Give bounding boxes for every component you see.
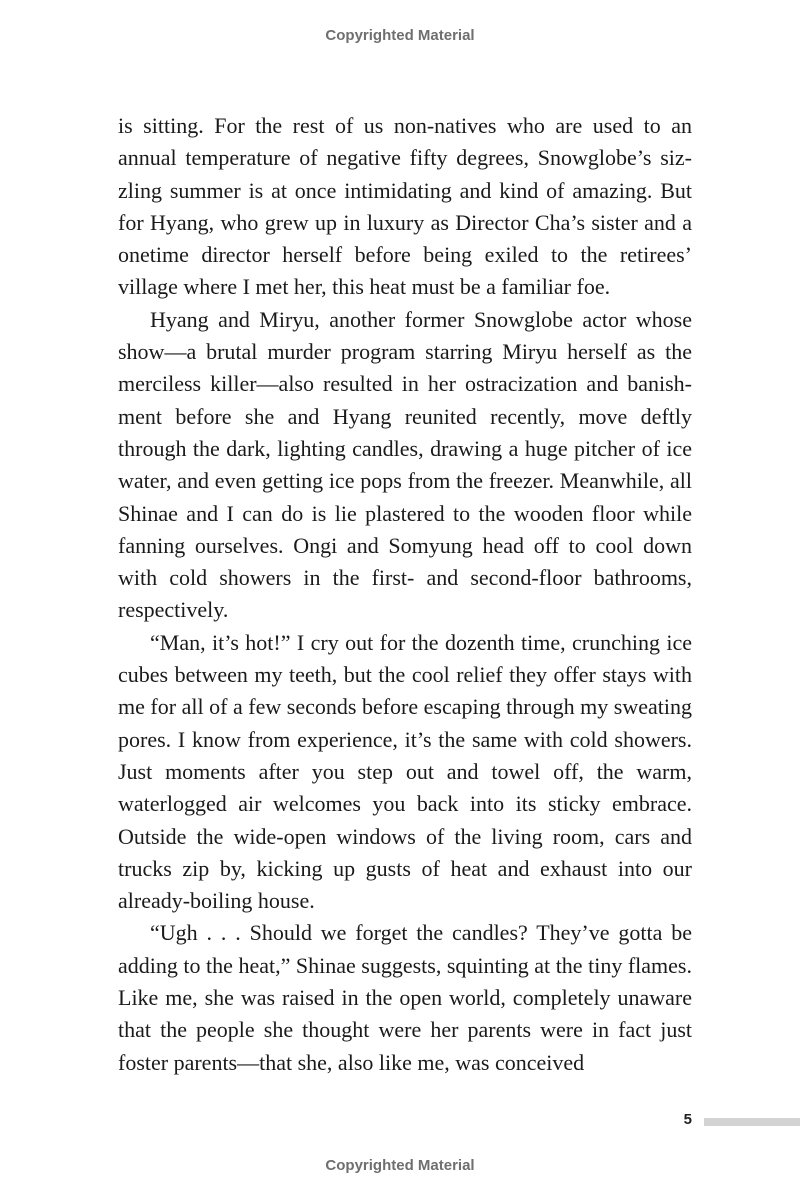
copyright-watermark-bottom: Copyrighted Material	[325, 1157, 475, 1174]
page-body	[118, 110, 692, 1079]
copyright-watermark-top: Copyrighted Material	[325, 27, 475, 44]
paragraph-1: is sitting. For the rest of us non-natives who are used to an annual temperature of negative fifty degrees, Snowglobe’s sizzling summer is at once intimidating and kind of amazing. But for Hyang, who grew up in luxury as Director Cha’s sister and a onetime director herself before being exiled to the retirees’ village where I met her, this heat must be a familiar foe.	[118, 113, 692, 300]
folio-rule	[704, 1118, 800, 1126]
paragraph-3: “Man, it’s hot!” I cry out for the dozenth time, crunching ice cubes between my teeth, but the cool relief they offer stays with me for all of a few seconds before escaping through my sweating pores. I know from experience, it’s the same with cold showers. Just moments after you step out and towel off, the warm, waterlogged air welcomes you back into its sticky embrace. Outside the wide-open windows of the living room, cars and trucks zip by, kicking up gusts of heat and exhaust into our already-boiling house.	[118, 629, 692, 914]
paragraph-4: “Ugh . . . Should we forget the candles? They’ve gotta be adding to the heat,” Shinae suggests, squinting at the tiny flames. Like me, she was raised in the open world, completely unaware that the people she thought were her parents were in fact just foster parents—that she, also like me, was conceived	[118, 920, 692, 1075]
page-number: 5	[683, 1111, 692, 1128]
paragraph-2: Hyang and Miryu, another former Snowglobe actor whose show—a brutal murder program starring Miryu herself as the merciless killer—also resulted in her ostracization and banishment before she and Hyang reunited recently, move deftly through the dark, lighting candles, drawing a huge pitcher of ice water, and even getting ice pops from the freezer. Meanwhile, all Shinae and I can do is lie plastered to the wooden floor while fanning ourselves. Ongi and Somyung head off to cool down with cold showers in the first- and second-floor bathrooms, respectively.	[118, 306, 692, 623]
